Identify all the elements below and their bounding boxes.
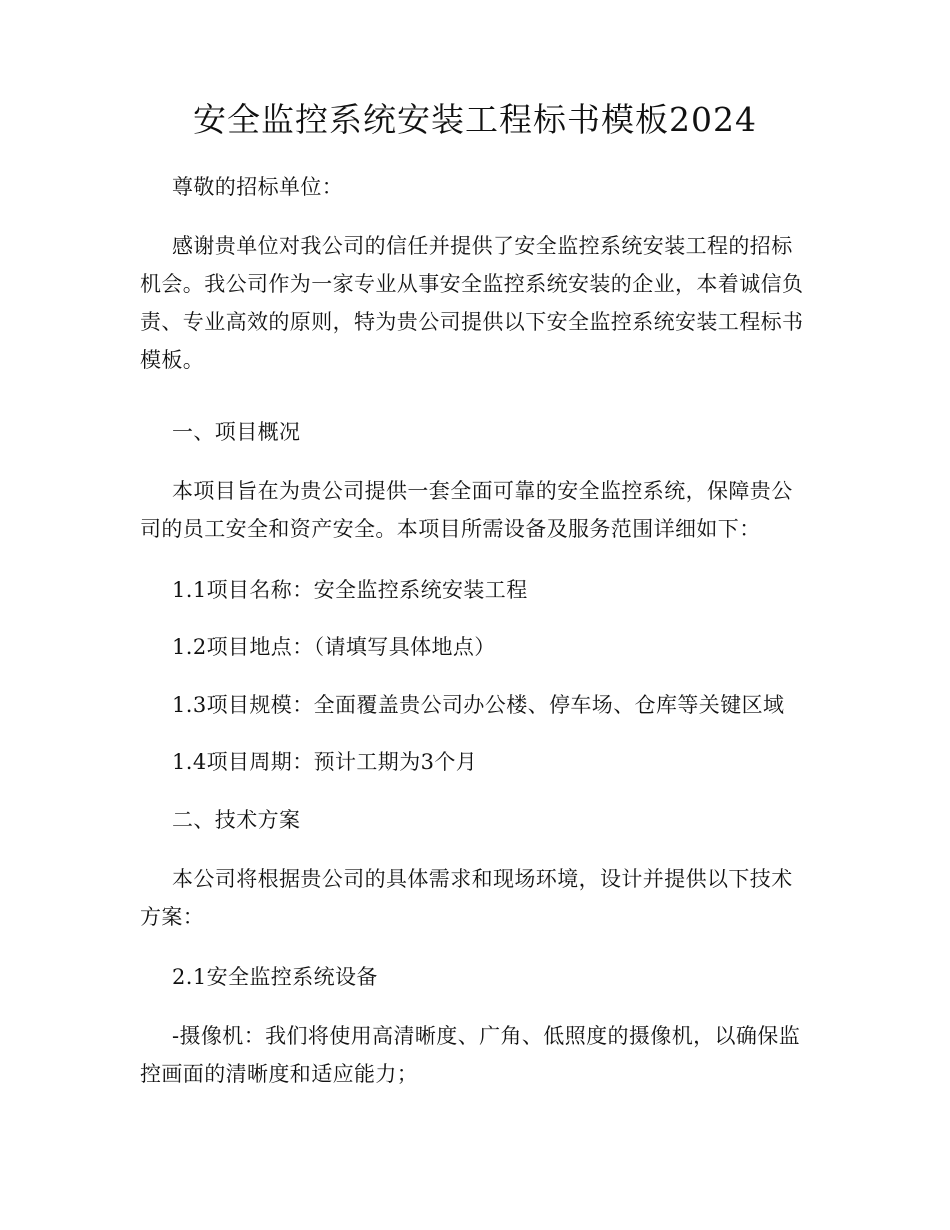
project-overview-paragraph: 本项目旨在为贵公司提供一套全面可靠的安全监控系统，保障贵公司的员工安全和资产安全。本项目所需设备及服务范围详细如下：: [140, 479, 793, 541]
subsection-heading-equipment: 2.1安全监控系统设备: [172, 965, 378, 989]
intro-paragraph: 感谢贵单位对我公司的信任并提供了安全监控系统安装工程的招标机会。我公司作为一家专业从事安全监控系统安装的企业，本着诚信负责、专业高效的原则，特为贵公司提供以下安全监控系统安装工程标书模板。: [140, 234, 804, 372]
section-heading-project-overview: 一、项目概况: [172, 420, 301, 444]
technical-plan-paragraph: 本公司将根据贵公司的具体需求和现场环境，设计并提供以下技术方案：: [140, 867, 793, 929]
item-project-location: 1.2项目地点：（请填写具体地点）: [172, 635, 496, 659]
item-project-name: 1.1项目名称：安全监控系统安装工程: [172, 578, 528, 602]
document-title: 安全监控系统安装工程标书模板2024: [193, 100, 757, 139]
section-heading-technical-plan: 二、技术方案: [172, 808, 301, 832]
item-project-period: 1.4项目周期：预计工期为3个月: [172, 750, 478, 774]
item-project-scale: 1.3项目规模：全面覆盖贵公司办公楼、停车场、仓库等关键区域: [172, 693, 785, 717]
salutation: 尊敬的招标单位：: [172, 175, 344, 199]
camera-paragraph: -摄像机：我们将使用高清晰度、广角、低照度的摄像机，以确保监控画面的清晰度和适应能力；: [140, 1024, 801, 1086]
